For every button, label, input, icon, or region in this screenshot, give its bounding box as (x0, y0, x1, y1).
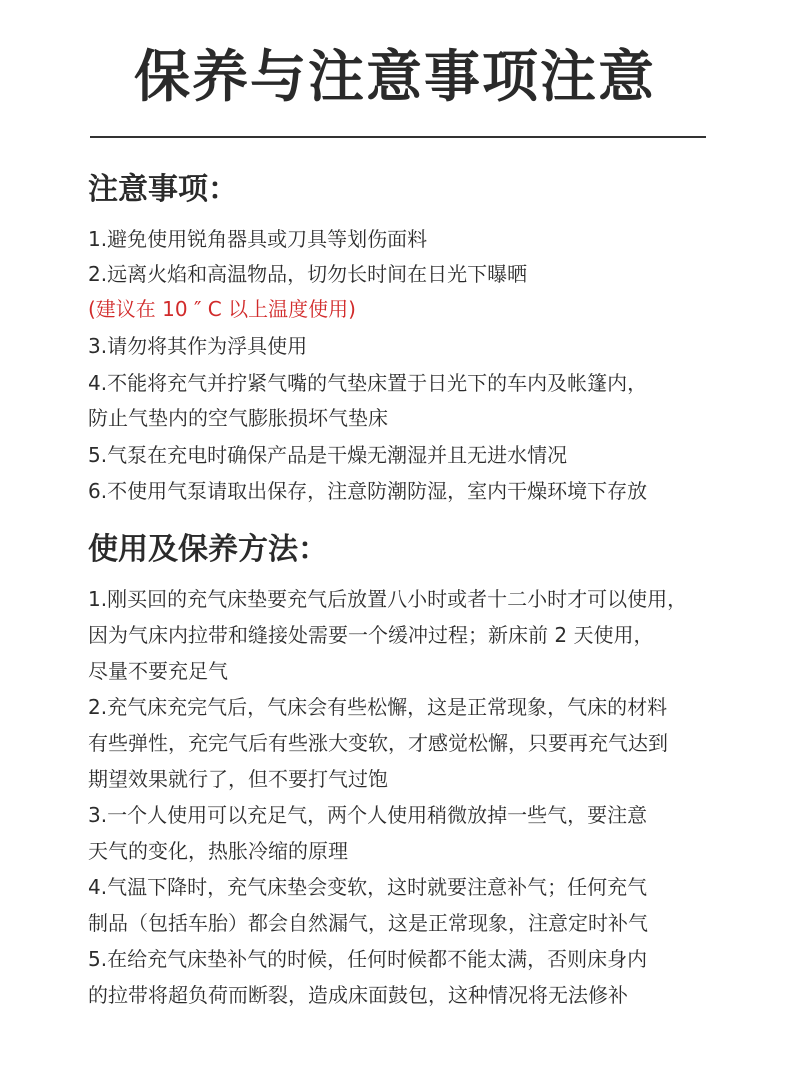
maintenance-line: 1.刚买回的充气床垫要充气后放置八小时或者十二小时才可以使用， (88, 587, 688, 611)
page-title: 保养与注意事项注意 (134, 45, 656, 110)
temperature-warning: (建议在 10 ″ C 以上温度使用) (88, 297, 356, 321)
maintenance-line: 5.在给充气床垫补气的时候，任何时候都不能太满，否则床身内 (88, 947, 648, 971)
precaution-line: 5.气泵在充电时确保产品是干燥无潮湿并且无进水情况 (88, 443, 568, 467)
precaution-line: 防止气垫内的空气膨胀损坏气垫床 (88, 406, 388, 430)
maintenance-line: 4.气温下降时，充气床垫会变软，这时就要注意补气；任何充气 (88, 875, 648, 899)
precaution-line: 6.不使用气泵请取出保存，注意防潮防湿，室内干燥环境下存放 (88, 479, 648, 503)
maintenance-heading: 使用及保养方法： (88, 532, 328, 567)
precaution-line: 1.避免使用锐角器具或刀具等划伤面料 (88, 227, 428, 251)
precautions-heading: 注意事项： (88, 172, 238, 207)
maintenance-line: 尽量不要充足气 (88, 659, 228, 683)
maintenance-line: 2.充气床充完气后，气床会有些松懈，这是正常现象，气床的材料 (88, 695, 668, 719)
maintenance-line: 3.一个人使用可以充足气，两个人使用稍微放掉一些气，要注意 (88, 803, 648, 827)
precaution-line: 2.远离火焰和高温物品，切勿长时间在日光下曝晒 (88, 262, 528, 286)
precaution-line: 3.请勿将其作为浮具使用 (88, 334, 308, 358)
maintenance-line: 期望效果就行了，但不要打气过饱 (88, 767, 388, 791)
maintenance-line: 因为气床内拉带和缝接处需要一个缓冲过程；新床前 2 天使用， (88, 623, 654, 647)
maintenance-line: 的拉带将超负荷而断裂，造成床面鼓包，这种情况将无法修补 (88, 983, 628, 1007)
maintenance-line: 有些弹性，充完气后有些涨大变软，才感觉松懈，只要再充气达到 (88, 731, 668, 755)
title-divider (90, 136, 706, 138)
maintenance-line: 天气的变化，热胀冷缩的原理 (88, 839, 348, 863)
precaution-line: 4.不能将充气并拧紧气嘴的气垫床置于日光下的车内及帐篷内， (88, 371, 648, 395)
maintenance-line: 制品（包括车胎）都会自然漏气，这是正常现象，注意定时补气 (88, 911, 648, 935)
